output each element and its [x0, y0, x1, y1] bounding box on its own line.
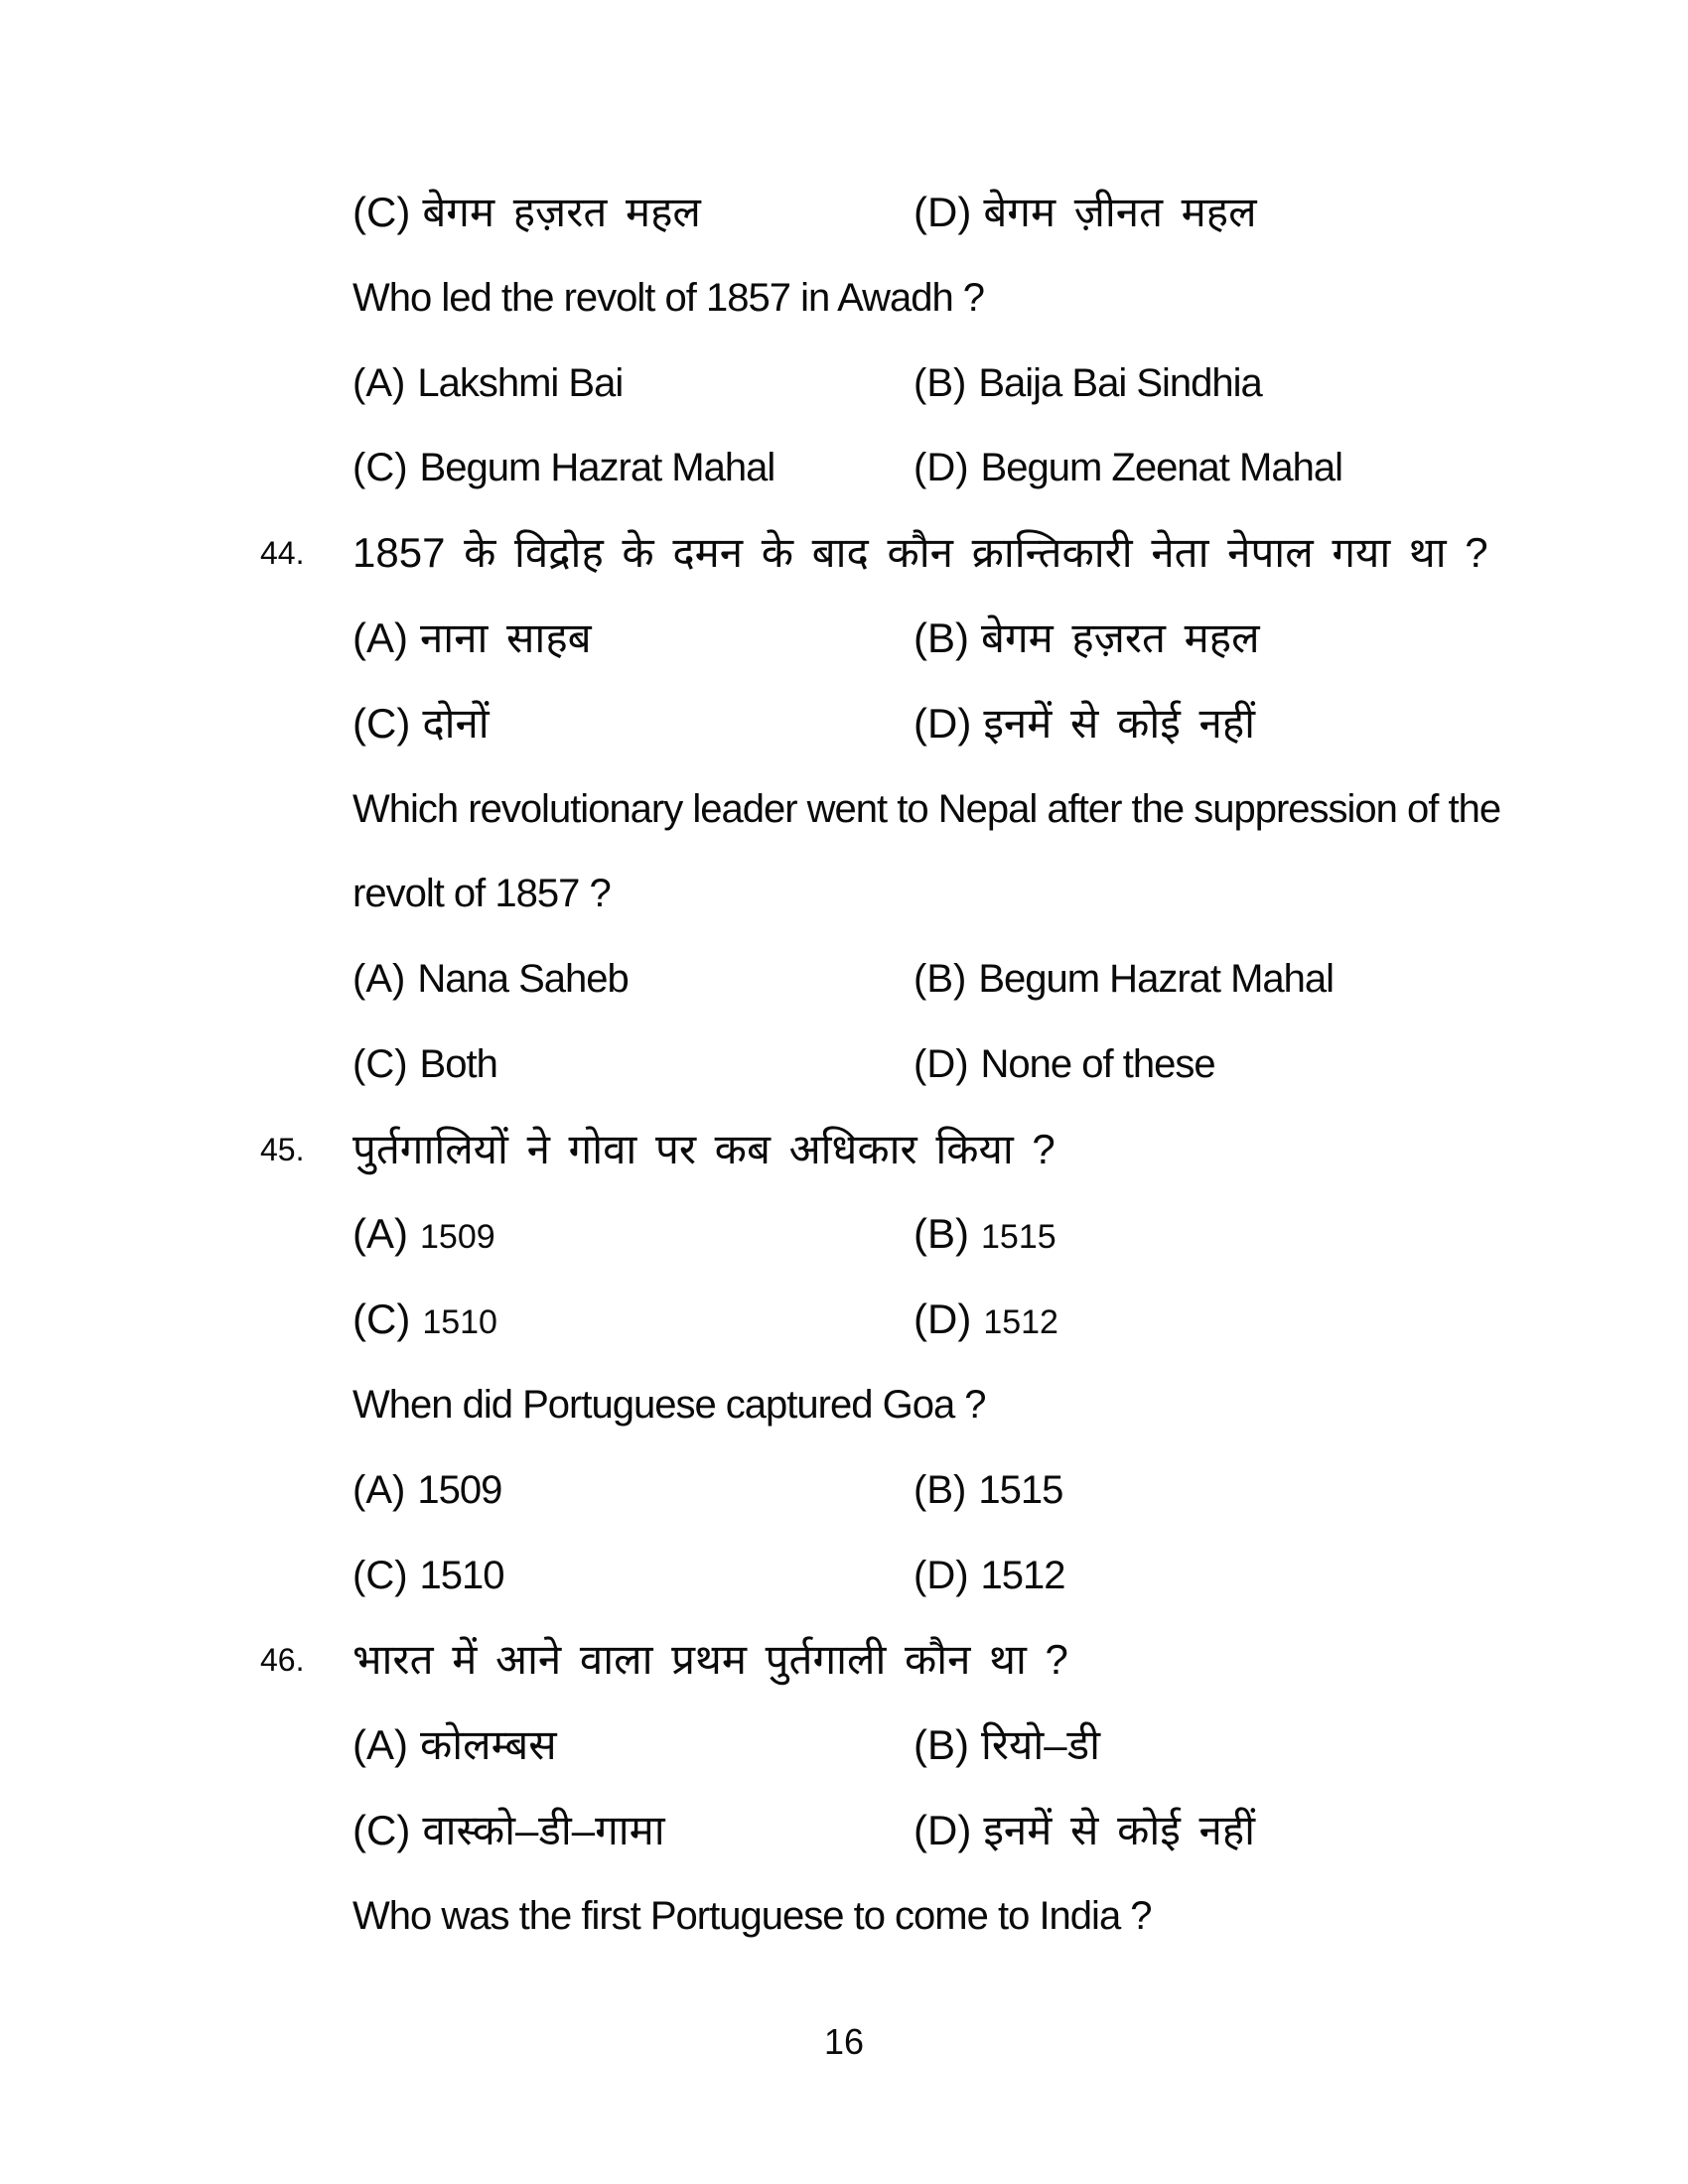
option-text: Begum Hazrat Mahal [419, 446, 775, 489]
option-label: (A) [352, 1468, 406, 1512]
option-text: बेगम ज़ीनत महल [983, 189, 1257, 235]
option [914, 1548, 1065, 1603]
option-label: (A) [352, 957, 406, 1001]
option-text: नाना साहब [420, 614, 592, 661]
option-label: (D) [914, 1807, 972, 1853]
page-number: 16 [823, 2021, 865, 2062]
option-text: 1512 [980, 1554, 1065, 1597]
option-text: None of these [980, 1042, 1215, 1086]
option-text: रियो–डी [981, 1721, 1101, 1768]
question-text: 1857 के विद्रोह के दमन के बाद कौन क्रान्तिकारी नेता नेपाल गया था ? [352, 529, 1488, 576]
option-text: Begum Zeenat Mahal [980, 446, 1342, 489]
option-label: (B) [914, 1721, 969, 1768]
question-row [0, 1632, 1688, 1688]
option-label: (A) [352, 1210, 408, 1257]
option-text: इनमें से कोई नहीं [983, 1807, 1256, 1853]
option-text: 1515 [978, 1468, 1063, 1512]
option-text: बेगम हज़रत महल [981, 614, 1260, 661]
option [352, 1803, 665, 1858]
option-row [0, 951, 1688, 1007]
option-label: (D) [914, 446, 969, 489]
option [914, 185, 1257, 240]
option [352, 696, 490, 751]
option-row [0, 355, 1688, 411]
option [352, 951, 629, 1007]
option-text: Nana Saheb [417, 957, 629, 1001]
option-text: Both [419, 1042, 497, 1086]
option [914, 1803, 1255, 1858]
option-text: 1512 [983, 1303, 1058, 1341]
option [914, 355, 1262, 411]
option-text: बेगम हज़रत महल [422, 189, 701, 235]
option [352, 1036, 497, 1092]
question-row [0, 525, 1688, 581]
question-text-row [0, 781, 1688, 837]
option-text: 1510 [422, 1303, 497, 1341]
option-label: (D) [914, 700, 972, 747]
question-text: Which revolutionary leader went to Nepal after the suppression of the [352, 787, 1501, 831]
option-row [0, 611, 1688, 666]
option-text: Lakshmi Bai [417, 361, 624, 405]
option-label: (D) [914, 1296, 972, 1342]
option [352, 1292, 497, 1350]
option-row [0, 696, 1688, 751]
option-label: (C) [352, 1296, 411, 1342]
option-label: (A) [352, 614, 408, 661]
option-label: (D) [914, 1042, 969, 1086]
option-label: (C) [352, 189, 411, 235]
question-text: पुर्तगालियों ने गोवा पर कब अधिकार किया ? [352, 1126, 1055, 1172]
option [914, 440, 1342, 495]
option-row [0, 1462, 1688, 1518]
question-row [0, 1122, 1688, 1177]
question-text-row [0, 1377, 1688, 1433]
option [352, 1548, 504, 1603]
option-text: कोलम्बस [420, 1721, 557, 1768]
option-label: (D) [914, 189, 972, 235]
question-text: When did Portuguese captured Goa ? [352, 1383, 986, 1427]
option [914, 1036, 1215, 1092]
option-label: (B) [914, 1468, 967, 1512]
option-text: 1510 [419, 1554, 504, 1597]
option-label: (B) [914, 361, 967, 405]
option-label: (A) [352, 1721, 408, 1768]
question-text-row [0, 866, 1688, 921]
option-label: (B) [914, 1210, 969, 1257]
option-row [0, 1717, 1688, 1773]
option-label: (C) [352, 1554, 408, 1597]
option [914, 1292, 1058, 1350]
option [914, 1462, 1062, 1518]
option-row [0, 1292, 1688, 1347]
option-label: (C) [352, 1042, 408, 1086]
option-row [0, 1548, 1688, 1603]
option-text: वास्को–डी–गामा [422, 1807, 665, 1853]
option-label: (D) [914, 1554, 969, 1597]
question-number: 45. [260, 1132, 305, 1167]
option-label: (C) [352, 446, 408, 489]
option [352, 611, 592, 666]
question-text: Who led the revolt of 1857 in Awadh ? [352, 276, 985, 320]
option-row [0, 185, 1688, 240]
option-label: (B) [914, 957, 967, 1001]
option [352, 355, 623, 411]
question-text-row [0, 270, 1688, 326]
option [352, 1717, 557, 1773]
option [352, 1206, 495, 1265]
question-text-row [0, 1888, 1688, 1944]
question-text: revolt of 1857 ? [352, 872, 611, 915]
option-row [0, 1036, 1688, 1092]
question-number: 46. [260, 1642, 305, 1678]
option [914, 1717, 1100, 1773]
option-text: 1509 [420, 1218, 495, 1256]
option-label: (A) [352, 361, 406, 405]
option [914, 611, 1260, 666]
option [352, 440, 774, 495]
option-row [0, 1206, 1688, 1262]
option-text: Baija Bai Sindhia [978, 361, 1262, 405]
option-text: 1509 [417, 1468, 502, 1512]
option [352, 185, 701, 240]
option [352, 1462, 501, 1518]
option-text: 1515 [981, 1218, 1056, 1256]
option-row [0, 440, 1688, 495]
option-label: (C) [352, 700, 411, 747]
option-text: Begum Hazrat Mahal [978, 957, 1335, 1001]
option-label: (C) [352, 1807, 411, 1853]
option [914, 1206, 1056, 1265]
question-text: Who was the first Portuguese to come to India ? [352, 1894, 1152, 1938]
option-label: (B) [914, 614, 969, 661]
option [914, 951, 1334, 1007]
option-row [0, 1803, 1688, 1858]
option [914, 696, 1255, 751]
question-text: भारत में आने वाला प्रथम पुर्तगाली कौन था ? [352, 1636, 1068, 1683]
option-text: इनमें से कोई नहीं [983, 700, 1256, 747]
question-number: 44. [260, 535, 305, 571]
option-text: दोनों [422, 700, 490, 747]
